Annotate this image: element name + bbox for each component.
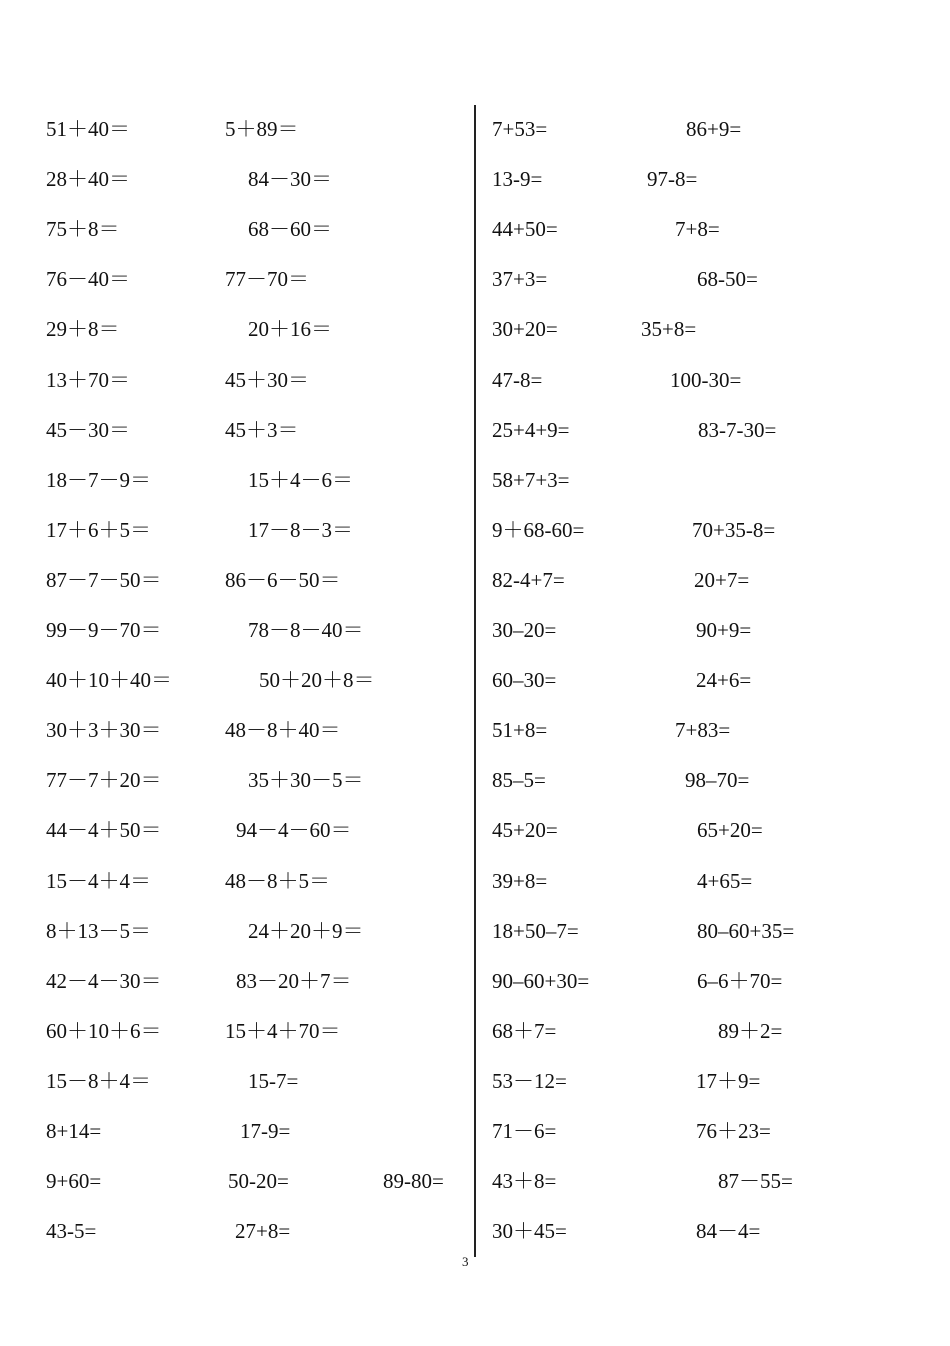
arithmetic-problem: 17＋6＋5＝ [46, 517, 151, 542]
arithmetic-problem: 45＋3＝ [225, 417, 299, 442]
arithmetic-problem: 24+6= [696, 668, 752, 693]
arithmetic-problem: 48－8＋40＝ [225, 718, 341, 743]
arithmetic-problem: 78－8－40＝ [248, 618, 364, 642]
arithmetic-problem: 17－8－3＝ [248, 517, 353, 542]
problem-row [0, 460, 950, 500]
arithmetic-problem: 35＋30－5＝ [248, 768, 364, 793]
problem-row [0, 309, 950, 349]
arithmetic-problem: 87－7－50＝ [46, 567, 162, 592]
arithmetic-problem: 13-9= [492, 167, 543, 192]
arithmetic-problem: 45＋30＝ [225, 367, 309, 392]
arithmetic-problem: 30+20= [492, 317, 558, 342]
arithmetic-problem: 84－30＝ [248, 167, 332, 192]
arithmetic-problem: 7+53= [492, 117, 548, 141]
arithmetic-problem: 70+35-8= [692, 517, 776, 542]
problem-row [0, 961, 950, 1001]
problem-row [0, 259, 950, 299]
problem-row [0, 1011, 950, 1051]
arithmetic-problem: 8＋13－5＝ [46, 918, 151, 943]
arithmetic-problem: 82-4+7= [492, 567, 565, 592]
arithmetic-problem: 30–20= [492, 618, 557, 642]
arithmetic-problem: 25+4+9= [492, 417, 570, 442]
arithmetic-problem: 13＋70＝ [46, 367, 130, 392]
arithmetic-problem: 30＋45= [492, 1219, 567, 1244]
problem-row [0, 810, 950, 850]
arithmetic-problem: 100-30= [670, 367, 742, 392]
arithmetic-problem: 87－55= [718, 1169, 793, 1194]
arithmetic-problem: 85–5= [492, 768, 546, 793]
arithmetic-problem: 45－30＝ [46, 417, 130, 442]
arithmetic-problem: 5＋89＝ [225, 117, 299, 141]
arithmetic-problem: 18－7－9＝ [46, 467, 151, 492]
problem-row [0, 1111, 950, 1151]
arithmetic-problem: 39+8= [492, 868, 548, 893]
arithmetic-problem: 86－6－50＝ [225, 567, 341, 592]
arithmetic-problem: 71－6= [492, 1119, 557, 1143]
arithmetic-problem: 15＋4－6＝ [248, 467, 353, 492]
arithmetic-problem: 89-80= [383, 1169, 444, 1194]
arithmetic-problem: 76＋23= [696, 1119, 771, 1143]
arithmetic-problem: 35+8= [641, 317, 697, 342]
arithmetic-problem: 43＋8= [492, 1169, 557, 1194]
problem-row [0, 410, 950, 450]
arithmetic-problem: 40＋10＋40＝ [46, 668, 172, 693]
problem-row [0, 1211, 950, 1251]
arithmetic-problem: 20＋16＝ [248, 317, 332, 342]
arithmetic-problem: 29＋8＝ [46, 317, 120, 342]
problem-row [0, 209, 950, 249]
arithmetic-problem: 9+60= [46, 1169, 102, 1194]
arithmetic-problem: 7+8= [675, 217, 720, 242]
arithmetic-problem: 60–30= [492, 668, 557, 693]
arithmetic-problem: 15＋4＋70＝ [225, 1018, 341, 1043]
arithmetic-problem: 42－4－30＝ [46, 968, 162, 993]
arithmetic-problem: 58+7+3= [492, 467, 570, 492]
problem-row [0, 760, 950, 800]
arithmetic-problem: 86+9= [686, 117, 742, 141]
arithmetic-problem: 17＋9= [696, 1068, 761, 1093]
arithmetic-problem: 24＋20＋9＝ [248, 918, 364, 943]
problem-row [0, 159, 950, 199]
arithmetic-problem: 37+3= [492, 267, 548, 292]
problem-row [0, 1061, 950, 1101]
arithmetic-problem: 53－12= [492, 1068, 567, 1093]
arithmetic-problem: 68-50= [697, 267, 758, 292]
arithmetic-problem: 9＋68-60= [492, 517, 585, 542]
arithmetic-problem: 94－4－60＝ [236, 818, 352, 843]
arithmetic-problem: 18+50–7= [492, 918, 579, 943]
problem-row [0, 710, 950, 750]
arithmetic-problem: 77－7＋20＝ [46, 768, 162, 793]
arithmetic-problem: 83-7-30= [698, 417, 777, 442]
arithmetic-problem: 20+7= [694, 567, 750, 592]
problem-row [0, 360, 950, 400]
problem-row [0, 660, 950, 700]
arithmetic-problem: 77－70＝ [225, 267, 309, 292]
arithmetic-problem: 84－4= [696, 1219, 761, 1244]
problem-row [0, 560, 950, 600]
arithmetic-problem: 50＋20＋8＝ [259, 668, 375, 693]
problem-row [0, 911, 950, 951]
arithmetic-problem: 75＋8＝ [46, 217, 120, 242]
problem-row [0, 1161, 950, 1201]
arithmetic-problem: 68＋7= [492, 1018, 557, 1043]
arithmetic-problem: 15－8＋4＝ [46, 1068, 151, 1093]
arithmetic-problem: 50-20= [228, 1169, 289, 1194]
arithmetic-problem: 68－60＝ [248, 217, 332, 242]
arithmetic-problem: 76－40＝ [46, 267, 130, 292]
arithmetic-problem: 90+9= [696, 618, 752, 642]
arithmetic-problem: 44－4＋50＝ [46, 818, 162, 843]
arithmetic-problem: 89＋2= [718, 1018, 783, 1043]
arithmetic-problem: 17-9= [240, 1119, 291, 1143]
arithmetic-problem: 60＋10＋6＝ [46, 1018, 162, 1043]
arithmetic-problem: 98–70= [685, 768, 750, 793]
arithmetic-problem: 90–60+30= [492, 968, 590, 993]
arithmetic-problem: 27+8= [235, 1219, 291, 1244]
arithmetic-problem: 7+83= [675, 718, 731, 743]
arithmetic-problem: 43-5= [46, 1219, 97, 1244]
arithmetic-problem: 15-7= [248, 1068, 299, 1093]
arithmetic-problem: 80–60+35= [697, 918, 795, 943]
arithmetic-problem: 97-8= [647, 167, 698, 192]
problem-row [0, 510, 950, 550]
arithmetic-problem: 65+20= [697, 818, 763, 843]
arithmetic-problem: 6–6＋70= [697, 968, 783, 993]
arithmetic-problem: 51＋40＝ [46, 117, 130, 141]
arithmetic-problem: 45+20= [492, 818, 558, 843]
arithmetic-problem: 48－8＋5＝ [225, 868, 330, 893]
arithmetic-problem: 47-8= [492, 367, 543, 392]
arithmetic-problem: 15－4＋4＝ [46, 868, 151, 893]
arithmetic-problem: 99－9－70＝ [46, 618, 162, 642]
problem-row [0, 610, 950, 650]
arithmetic-problem: 51+8= [492, 718, 548, 743]
arithmetic-problem: 28＋40＝ [46, 167, 130, 192]
problem-row [0, 109, 950, 149]
arithmetic-problem: 8+14= [46, 1119, 102, 1143]
problem-row [0, 861, 950, 901]
page-number: 3 [462, 1254, 469, 1269]
arithmetic-problem: 30＋3＋30＝ [46, 718, 162, 743]
arithmetic-problem: 4+65= [697, 868, 753, 893]
arithmetic-problem: 83－20＋7＝ [236, 968, 352, 993]
arithmetic-problem: 44+50= [492, 217, 558, 242]
